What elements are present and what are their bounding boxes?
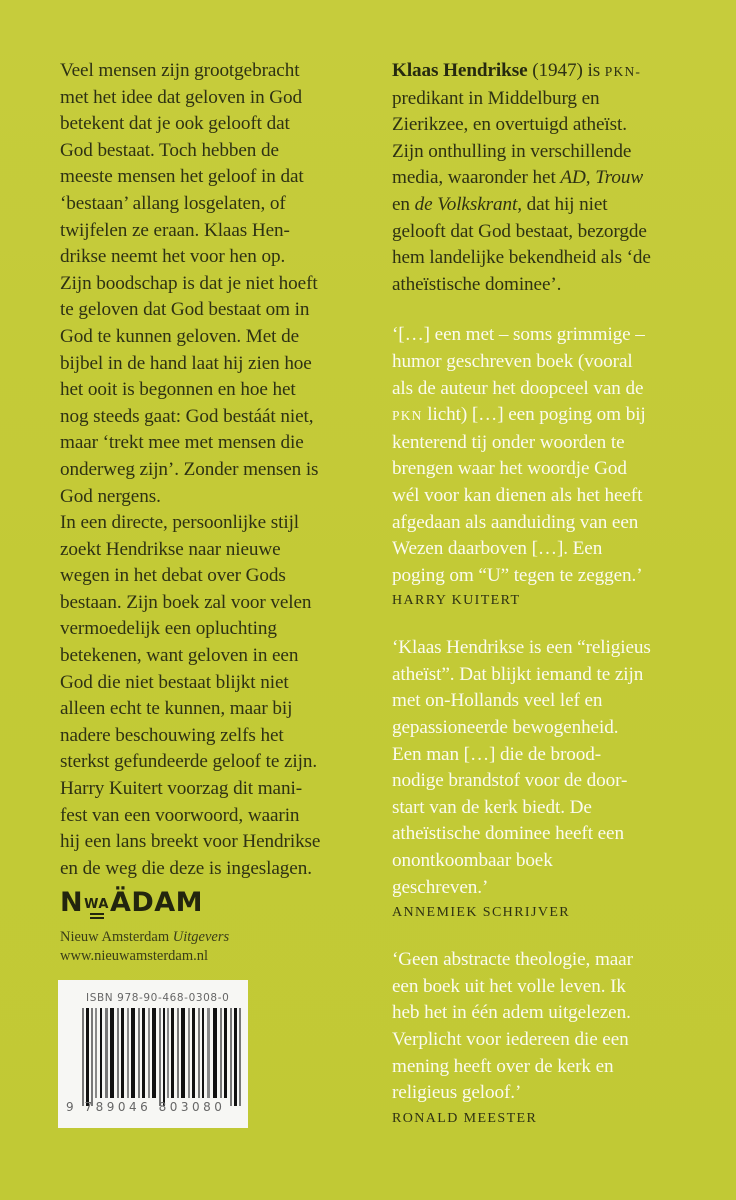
bio-text: media, waaronder het bbox=[392, 167, 561, 189]
quote-line: als de auteur het doopceel van de bbox=[392, 377, 644, 399]
quote-line: mening heeft over de kerk en bbox=[392, 1055, 614, 1077]
review-quote bbox=[392, 947, 722, 1131]
blurb-line: drikse neemt het voor hen op. bbox=[60, 246, 286, 268]
quote-line: Verplicht voor iedereen die een bbox=[392, 1029, 629, 1050]
blurb-line: en de weg die deze is ingeslagen. bbox=[60, 857, 312, 879]
author-year: (1947) bbox=[532, 60, 583, 81]
logo-wa-text: WA bbox=[84, 897, 109, 912]
bio-text: , bbox=[585, 167, 596, 189]
quote-line: een boek uit het volle leven. Ik bbox=[392, 975, 626, 997]
review-quote bbox=[392, 635, 722, 925]
blurb-line: bijbel in de hand laat hij zien hoe bbox=[60, 352, 312, 374]
blurb-line: zoekt Hendrikse naar nieuwe bbox=[60, 538, 281, 560]
blurb-line: God die niet bestaat blijkt niet bbox=[60, 671, 289, 693]
blurb-line: sterkst gefundeerde geloof te zijn. bbox=[60, 751, 318, 773]
quote-line: brengen waar het woordje God bbox=[392, 458, 627, 480]
quote-line: ‘[…] een met – soms grimmige – bbox=[392, 324, 645, 346]
author-name: Klaas Hendrikse bbox=[392, 60, 528, 81]
quote-line: religieus geloof.’ bbox=[392, 1082, 522, 1104]
org-abbrev: PKN- bbox=[604, 64, 642, 79]
quote-line: poging om “U” tegen te zeggen.’ bbox=[392, 564, 643, 586]
blurb-line: Veel mensen zijn grootgebracht bbox=[60, 60, 300, 81]
quote-line: start van de kerk biedt. De bbox=[392, 796, 592, 818]
blurb-line: het ooit is begonnen en hoe het bbox=[60, 379, 296, 401]
isbn-label: ISBN 978-90-468-0308-0 bbox=[86, 992, 230, 1004]
blurb-line: God te kunnen geloven. Met de bbox=[60, 325, 300, 347]
publisher-logo bbox=[60, 888, 203, 918]
blurb-line: fest van een voorwoord, waarin bbox=[60, 804, 300, 826]
quote-text: licht) […] een poging om bij bbox=[422, 404, 646, 426]
bio-line: Zierikzee, en overtuigd atheïst. bbox=[392, 114, 627, 136]
bio-line: atheïstische dominee’. bbox=[392, 273, 562, 295]
quote-line: ‘Klaas Hendrikse is een “religieus bbox=[392, 637, 651, 659]
media-title: Trouw bbox=[595, 167, 644, 189]
logo-letter: N bbox=[60, 887, 84, 918]
blurb-line: nadere beschouwing zelfs het bbox=[60, 724, 284, 746]
publisher-name bbox=[60, 928, 229, 947]
quote-line: Een man […] die de brood- bbox=[392, 743, 602, 765]
right-column bbox=[392, 58, 722, 1131]
blurb-line: nog steeds gaat: God bestáát niet, bbox=[60, 405, 314, 427]
blurb-line: betekent dat je ook gelooft dat bbox=[60, 113, 290, 135]
publisher-website: www.nieuwamsterdam.nl bbox=[60, 948, 209, 964]
blurb-line: God bestaat. Toch hebben de bbox=[60, 139, 279, 161]
bio-line: Zijn onthulling in verschillende bbox=[392, 140, 632, 162]
blurb-line: Zijn boodschap is dat je niet hoeft bbox=[60, 272, 318, 294]
barcode-icon bbox=[82, 1008, 242, 1106]
blurb-line: hij een lans breekt voor Hendrikse bbox=[60, 831, 321, 853]
quote-line: atheïstische dominee heeft een bbox=[392, 823, 624, 845]
blurb-line: vermoedelijk een opluchting bbox=[60, 618, 277, 640]
quote-line: ‘Geen abstracte theologie, maar bbox=[392, 949, 633, 971]
quote-line: gepassioneerde bewogenheid. bbox=[392, 717, 619, 739]
bio-line bbox=[392, 192, 722, 219]
ean-digits: 9 789046 803080 bbox=[66, 1100, 226, 1114]
blurb-line: Harry Kuitert voorzag dit mani- bbox=[60, 778, 302, 800]
blurb-line: betekenen, want geloven in een bbox=[60, 645, 299, 667]
blurb-line: met het idee dat geloven in God bbox=[60, 86, 302, 108]
bio-line: gelooft dat God bestaat, bezorgde bbox=[392, 220, 647, 242]
media-title: de Volkskrant bbox=[414, 193, 518, 215]
logo-letters: DAM bbox=[131, 887, 204, 918]
quote-line: onontkoombaar boek bbox=[392, 850, 553, 872]
quote-line: afgedaan als aanduiding van een bbox=[392, 511, 639, 533]
media-title: AD bbox=[560, 167, 586, 189]
quote-attribution: RONALD MEESTER bbox=[392, 1110, 538, 1126]
blurb-line: alleen echt te kunnen, maar bij bbox=[60, 698, 293, 720]
logo-bars-icon bbox=[90, 913, 104, 915]
quote-line: wél voor kan dienen als het heeft bbox=[392, 484, 643, 506]
bio-line bbox=[392, 58, 722, 86]
quote-line: nodige brandstof voor de door- bbox=[392, 770, 628, 792]
publisher-name-text: Nieuw Amsterdam bbox=[60, 929, 170, 945]
blurb-line: God nergens. bbox=[60, 485, 161, 507]
bio-line: predikant in Middelburg en bbox=[392, 87, 600, 109]
blurb-line: maar ‘trekt mee met mensen die bbox=[60, 432, 304, 454]
bio-line: hem landelijke bekendheid als ‘de bbox=[392, 247, 651, 269]
logo-letter: Ä bbox=[109, 887, 132, 918]
blurb-line: meeste mensen het geloof in dat bbox=[60, 166, 304, 188]
review-quote bbox=[392, 322, 722, 613]
blurb-line: In een directe, persoonlijke stijl bbox=[60, 512, 300, 534]
quote-attribution: HARRY KUITERT bbox=[392, 593, 521, 609]
blurb-line: twijfelen ze eraan. Klaas Hen- bbox=[60, 219, 290, 241]
blurb-line: te geloven dat God bestaat om in bbox=[60, 299, 310, 321]
isbn-barcode bbox=[58, 980, 248, 1128]
quote-line: Wezen daarboven […]. Een bbox=[392, 538, 603, 560]
quote-line: met on-Hollands veel lef en bbox=[392, 690, 603, 712]
quote-line: geschreven.’ bbox=[392, 876, 489, 898]
quote-line bbox=[392, 402, 722, 430]
quote-attribution: ANNEMIEK SCHRIJVER bbox=[392, 905, 571, 921]
publisher-name-italic: Uitgevers bbox=[172, 929, 230, 945]
quote-line: heb het in één adem uitgelezen. bbox=[392, 1002, 631, 1024]
blurb-line: onderweg zijn’. Zonder mensen is bbox=[60, 458, 319, 480]
bio-text: , dat hij niet bbox=[517, 193, 608, 215]
bio-text: en bbox=[392, 193, 415, 215]
author-bio bbox=[392, 58, 722, 298]
bio-line bbox=[392, 165, 722, 192]
org-abbrev: PKN bbox=[392, 408, 423, 424]
book-blurb bbox=[60, 58, 380, 882]
bio-text: is bbox=[587, 60, 601, 81]
quote-line: atheïst”. Dat blijkt iemand te zijn bbox=[392, 663, 644, 685]
blurb-line: wegen in het debat over Gods bbox=[60, 565, 286, 587]
quote-line: humor geschreven boek (vooral bbox=[392, 350, 633, 372]
quote-line: kenterend tij onder woorden te bbox=[392, 431, 625, 453]
blurb-line: bestaan. Zijn boek zal voor velen bbox=[60, 591, 312, 613]
blurb-line: ‘bestaan’ allang losgelaten, of bbox=[60, 192, 286, 214]
publisher-info bbox=[60, 928, 229, 966]
logo-wa-mark bbox=[84, 898, 109, 915]
